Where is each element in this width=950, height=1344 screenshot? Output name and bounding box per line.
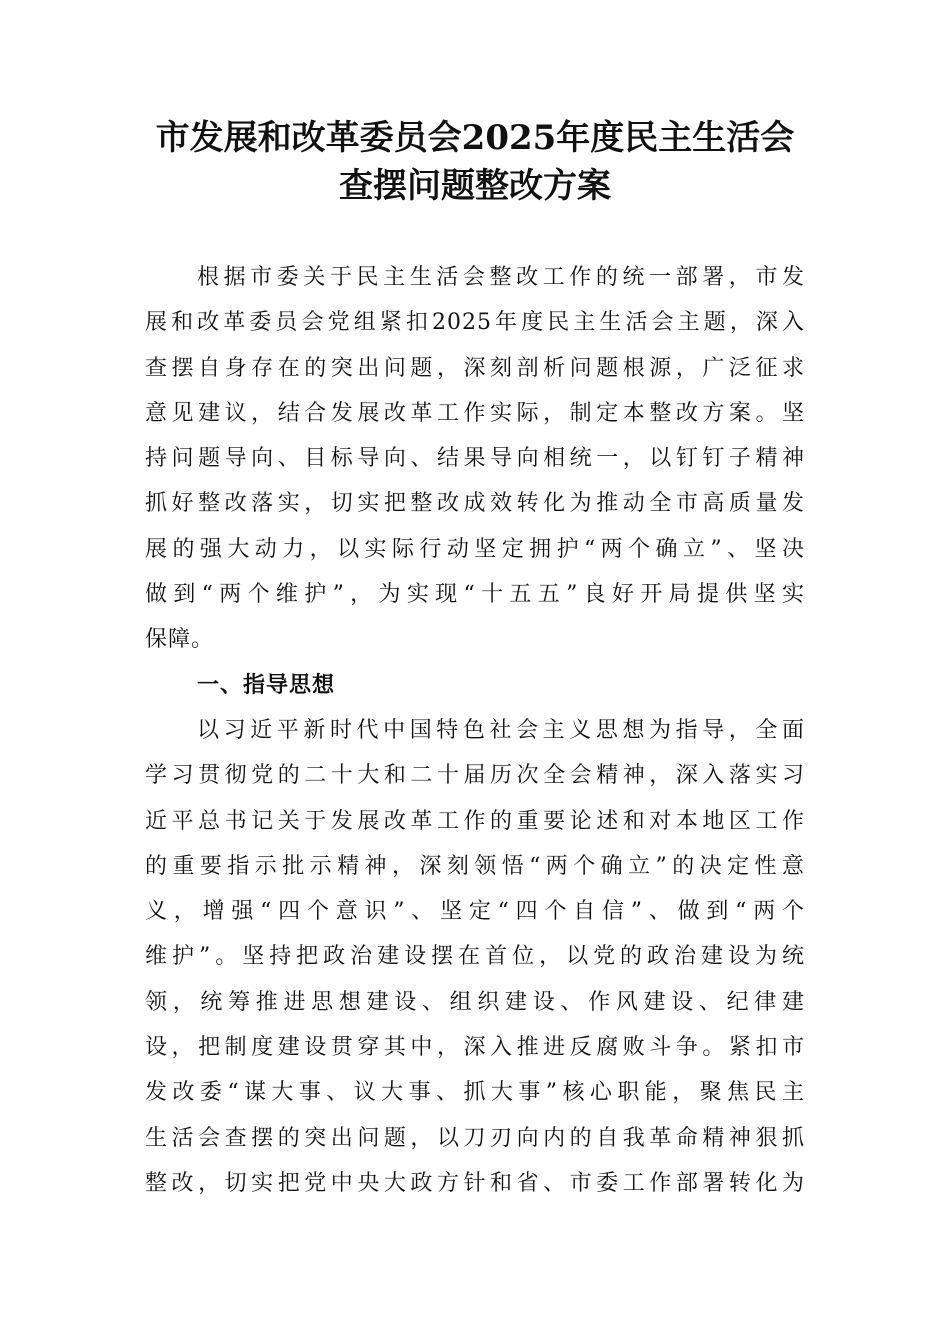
paragraph-line: 保障。 xyxy=(145,627,215,653)
paragraph-line: 近平总书记关于发展改革工作的重要论述和对本地区工作 xyxy=(145,808,805,834)
paragraph-line: 根据市委关于民主生活会整改工作的统一部署，市发 xyxy=(197,265,805,290)
paragraph-line: 持问题导向、目标导向、结果导向相统一，以钉钉子精神 xyxy=(145,446,805,472)
paragraph-line: 整改，切实把党中央大政方针和省、市委工作部署转化为 xyxy=(145,1170,805,1196)
document-title xyxy=(100,114,850,210)
paragraph-line: 以习近平新时代中国特色社会主义思想为指导，全面 xyxy=(197,717,805,743)
paragraph-line: 学习贯彻党的二十大和二十届历次全会精神，深入落实习 xyxy=(145,763,805,789)
paragraph-line: 展和改革委员会党组紧扣2025年度民主生活会主题，深入 xyxy=(145,310,805,336)
section-heading: 一、指导思想 xyxy=(197,672,336,698)
paragraph-line: 义，增强“四个意识”、坚定“四个自信”、做到“两个 xyxy=(145,899,805,925)
paragraph-line: 设，把制度建设贯穿其中，深入推进反腐败斗争。紧扣市 xyxy=(145,1035,805,1061)
paragraph-line: 领，统筹推进思想建设、组织建设、作风建设、纪律建 xyxy=(145,989,805,1015)
paragraph-line: 生活会查摆的突出问题，以刀刃向内的自我革命精神狠抓 xyxy=(145,1125,805,1151)
paragraph-line: 的重要指示批示精神，深刻领悟“两个确立”的决定性意 xyxy=(145,853,805,879)
section-1-paragraph xyxy=(145,708,805,1206)
paragraph-line: 发改委“谋大事、议大事、抓大事”核心职能，聚焦民主 xyxy=(145,1080,805,1106)
paragraph-line: 抓好整改落实，切实把整改成效转化为推动全市高质量发 xyxy=(145,491,805,517)
document-body xyxy=(145,255,805,1206)
title-line-1: 市发展和改革委员会2025年度民主生活会 xyxy=(155,118,795,158)
intro-paragraph xyxy=(145,255,805,663)
paragraph-line: 展的强大动力，以实际行动坚定拥护“两个确立”、坚决 xyxy=(145,536,805,562)
paragraph-line: 查摆自身存在的突出问题，深刻剖析问题根源，广泛征求 xyxy=(145,355,805,381)
paragraph-line: 维护”。坚持把政治建设摆在首位，以党的政治建设为统 xyxy=(145,944,805,970)
title-line-2: 查摆问题整改方案 xyxy=(339,166,611,206)
paragraph-line: 做到“两个维护”，为实现“十五五”良好开局提供坚实 xyxy=(145,582,805,608)
paragraph-line: 意见建议，结合发展改革工作实际，制定本整改方案。坚 xyxy=(145,400,805,426)
